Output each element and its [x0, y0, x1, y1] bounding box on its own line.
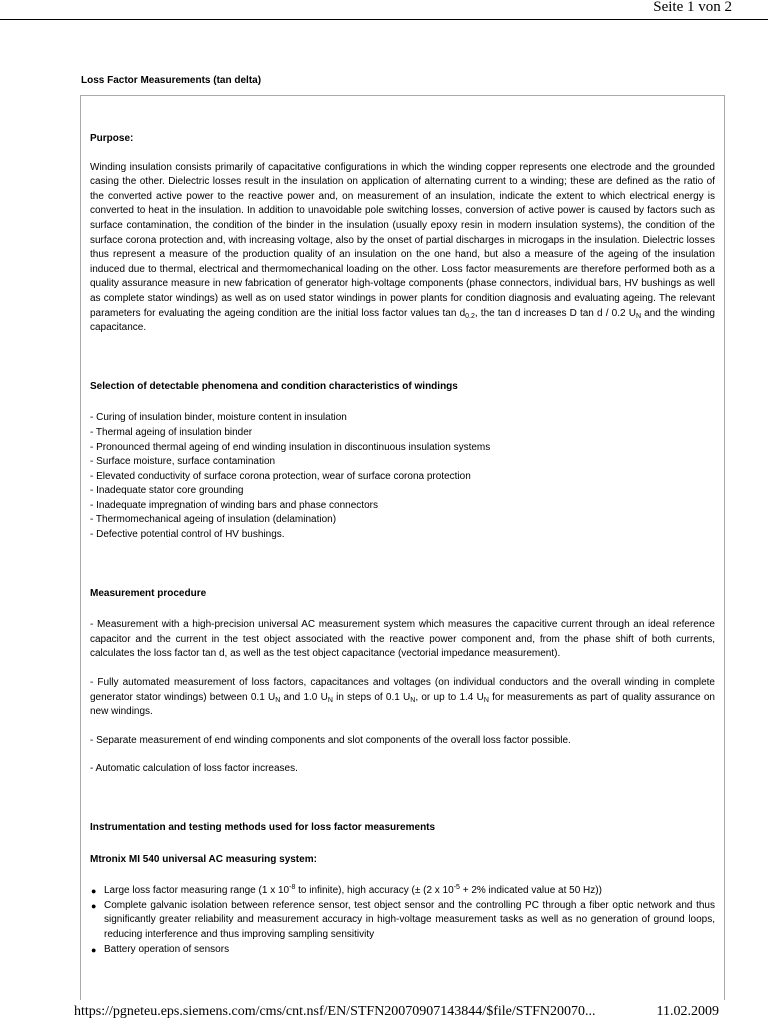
page-footer [0, 1003, 768, 1024]
page-number: Seite 1 von 2 [653, 0, 732, 15]
page-header [0, 0, 768, 20]
procedure-paragraph-1: - Measurement with a high-precision universal AC measurement system which measures the capacitive current through an ideal reference capacitor and the current in the test object associated with the reactive power component and, from the phase shift of both currents, calculates the loss factor tan d, as well as the test object capacitance (vectorial impedance measurement). [90, 619, 715, 660]
list-item: ● Large loss factor measuring range (1 x $10^{-8}$ to infinite), high accuracy (± (2 x $10^{-5} + 2\%$ indicated value at 50 Hz)) [90, 884, 715, 899]
list-item: ● Battery operation of sensors [90, 943, 715, 958]
purpose-heading: Purpose: [90, 133, 134, 144]
instrumentation-heading: Instrumentation and testing methods used for loss factor measurements [90, 822, 436, 833]
procedure-heading: Measurement procedure [90, 587, 207, 599]
list-item: - Thermomechanical ageing of insulation (delamination) [90, 514, 337, 526]
purpose-paragraph: Winding insulation consists primarily of capacitative configurations in which the winding copper represents one electrode and the grounded casing the other. Dielectric losses result in the insulation on application of alternating current to a winding; these are defined as the ratio of the converted active power to the reactive power and, on measurement of an insulation, indicate the extent to which electrical energy is converted to heat in the insulation. In addition to unavoidable pole switching losses, conversion of active power is caused by factors such as surface contamination, the condition of the binder in the insulation (usually epoxy resin in modern insulation systems), the condition of the surface corona protection and, with increasing voltage, also by the onset of partial discharges in microgaps in the insulation. Dielectric losses thus represent a measure of the production quality of an insulation on the one hand, but also a measure of the ageing of the insulation induced due to thermal, electrical and thermomechanical loading on the other. Loss factor measurements are therefore performed both as a quality assurance measure in new fabrication of generator high-voltage components (phase connectors, individual bars, HV bushings as well as complete stator windings) as well as on used stator windings in power plants for condition diagnosis and evaluating ageing. The relevant parameters for evaluating the ageing condition are the initial loss factor values $\tan d_{0.2}$, the tan d increases D tan d / 0.2 $U_N$ and the winding capacitance. [90, 161, 715, 334]
list-item: - Curing of insulation binder, moisture content in insulation [90, 412, 347, 424]
header-divider [0, 19, 768, 20]
procedure-paragraph-4: - Automatic calculation of loss factor increases. [90, 763, 298, 775]
list-item: - Elevated conductivity of surface corona protection, wear of surface corona protection [90, 470, 471, 482]
phenomena-list [90, 411, 715, 542]
instrumentation-bullets [90, 884, 715, 957]
list-item: ● Complete galvanic isolation between reference sensor, test object sensor and the controlling PC through a fiber optic network and thus significantly greater reliability and measurement accuracy in high-voltage measurement tasks as well as no generation of ground loops, reducing interference and thus improving sampling sensitivity [91, 899, 715, 940]
list-item: - Inadequate stator core grounding [90, 485, 244, 497]
content-body [90, 132, 715, 957]
print-date: 11.02.2009 [656, 1004, 719, 1019]
document-title: Loss Factor Measurements (tan delta) [81, 75, 262, 86]
instrumentation-subheading: Mtronix MI 540 universal AC measuring system: [90, 853, 317, 865]
bullet-icon: ● [91, 944, 97, 955]
content-box [80, 95, 725, 1000]
phenomena-heading: Selection of detectable phenomena and condition characteristics of windings [90, 380, 458, 392]
list-item: - Defective potential control of HV bushings. [90, 529, 285, 541]
bullet-icon: ● [91, 900, 97, 911]
list-item: - Surface moisture, surface contamination [90, 456, 276, 468]
procedure-paragraph-2: - Fully automated measurement of loss factors, capacitances and voltages (on individual conductors and the overall winding in complete generator stator windings) between 0.1 $U_N$ and 1.0 $U_N$ in steps of 0.1 $U_N$, or up to 1.4 $U_N$ for measurements as part of quality assurance on new windings. [90, 677, 715, 718]
list-item: - Inadequate impregnation of winding bars and phase connectors [90, 499, 378, 511]
bullet-icon: ● [91, 886, 97, 897]
list-item: - Thermal ageing of insulation binder [90, 426, 253, 438]
procedure-paragraph-3: - Separate measurement of end winding components and slot components of the overall loss factor possible. [90, 734, 571, 746]
source-url: https://pgneteu.eps.siemens.com/cms/cnt.nsf/EN/STFN20070907143844/$file/STFN20070... [74, 1004, 596, 1019]
list-item: - Pronounced thermal ageing of end winding insulation in discontinuous insulation systems [90, 441, 491, 453]
